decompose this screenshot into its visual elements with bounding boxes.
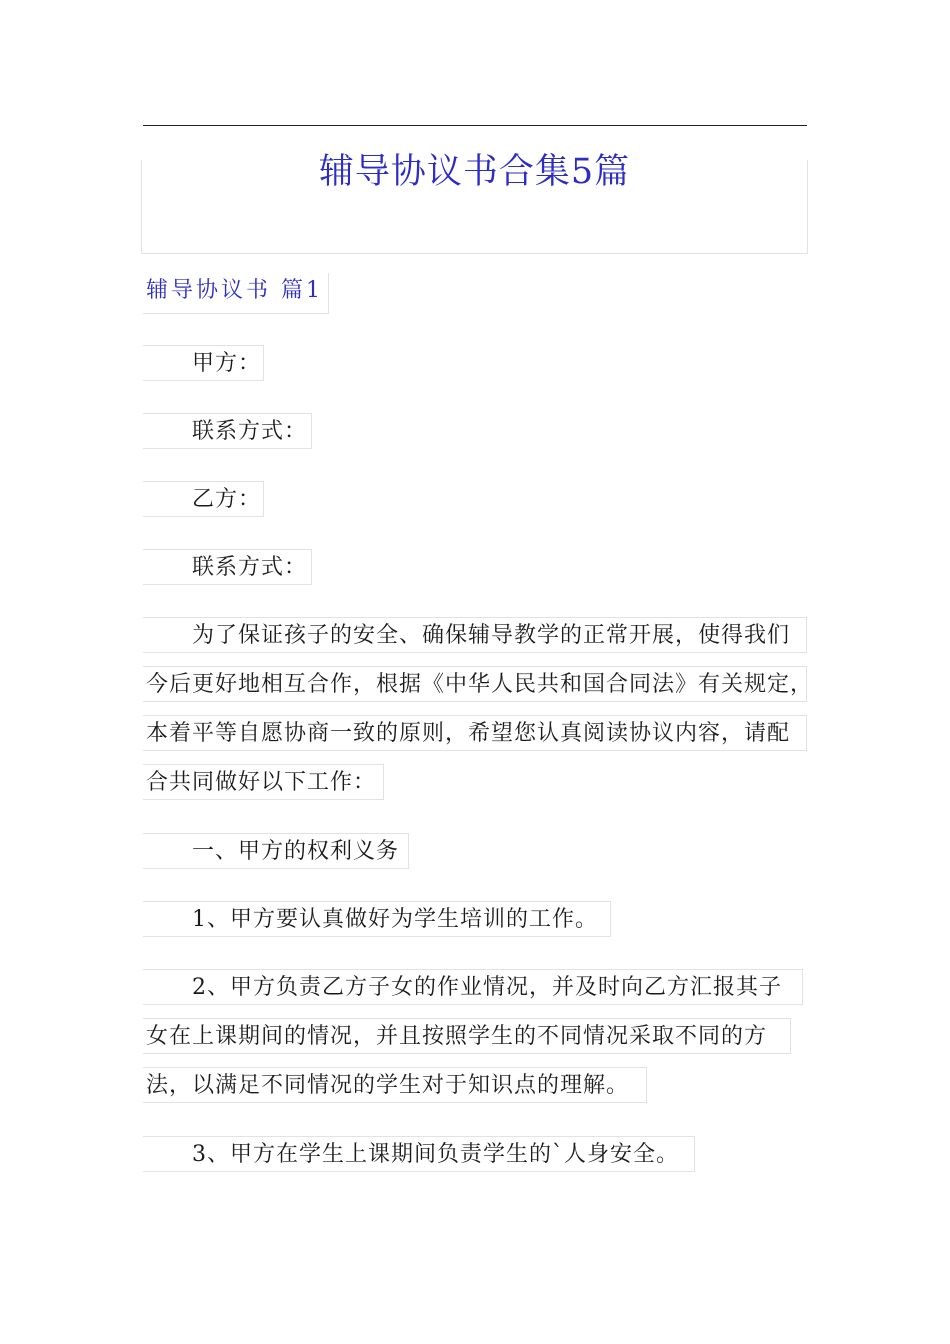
section-heading: 辅导协议书 篇1	[143, 273, 329, 314]
paragraph-line: 本着平等自愿协商一致的原则，希望您认真阅读协议内容，请配	[143, 715, 807, 751]
clause-item: 2、甲方负责乙方子女的作业情况，并及时向乙方汇报其子	[143, 969, 803, 1005]
document-title: 辅导协议书合集5篇	[318, 152, 631, 192]
paragraph-line: 合共同做好以下工作：	[143, 764, 384, 800]
clause-heading: 一、甲方的权利义务	[143, 833, 409, 869]
header-rule	[143, 125, 807, 126]
party-b-contact-label: 联系方式：	[143, 549, 312, 585]
clause-item-continued: 法，以满足不同情况的学生对于知识点的理解。	[143, 1067, 647, 1103]
party-a-label: 甲方：	[143, 345, 264, 381]
clause-item: 1、甲方要认真做好为学生培训的工作。	[143, 901, 611, 937]
title-box	[141, 152, 808, 254]
paragraph-line: 为了保证孩子的安全、确保辅导教学的正常开展，使得我们	[143, 617, 807, 653]
party-a-contact-label: 联系方式：	[143, 413, 312, 449]
clause-item: 3、甲方在学生上课期间负责学生的`人身安全。	[143, 1136, 695, 1172]
party-b-label: 乙方：	[143, 481, 264, 517]
clause-item-continued: 女在上课期间的情况，并且按照学生的不同情况采取不同的方	[143, 1018, 791, 1054]
paragraph-line: 今后更好地相互合作，根据《中华人民共和国合同法》有关规定，	[143, 666, 807, 702]
